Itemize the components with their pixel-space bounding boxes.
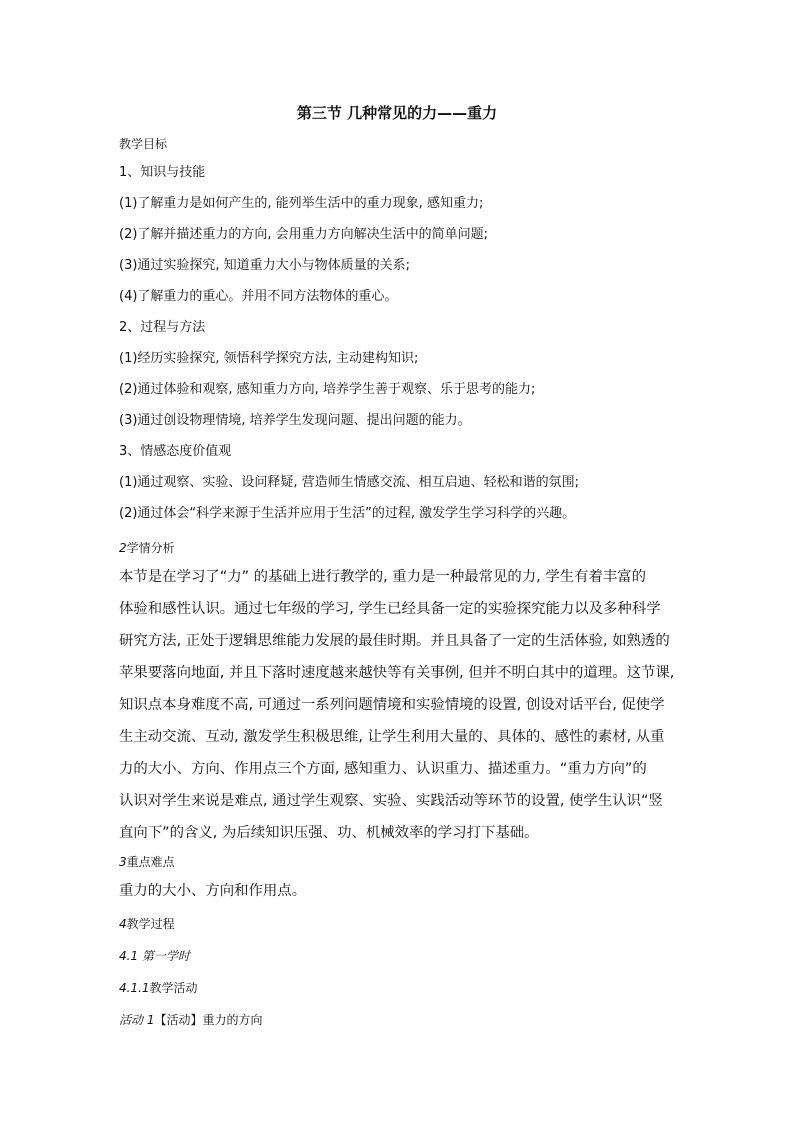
subsection-heading: 1、知识与技能 xyxy=(119,165,206,180)
paragraph-line: 知识点本身难度不高, 可通过一系列问题情境和实验情境的设置, 创设对话平台, 促使学 xyxy=(119,697,665,713)
paragraph-line: 重力的大小、方向和作用点。 xyxy=(119,883,307,899)
objective-item: (1)经历实验探究, 领悟科学探究方法, 主动建构知识; xyxy=(119,351,419,366)
section-label: 第一学时 xyxy=(141,949,190,963)
section-heading xyxy=(119,915,175,933)
objective-item: (2)了解并描述重力的方向, 会用重力方向解决生活中的简单问题; xyxy=(119,227,489,242)
activity-label: 【活动】重力的方向 xyxy=(154,1013,263,1027)
section-heading xyxy=(119,853,175,871)
section-number: 4.1 xyxy=(119,949,139,963)
section-heading: 教学目标 xyxy=(119,137,168,151)
activity-heading xyxy=(119,1011,262,1029)
section-label: 重点难点 xyxy=(126,855,175,869)
subsection-heading xyxy=(119,947,190,965)
paragraph-line: 力的大小、方向、作用点三个方面, 感知重力、认识重力、描述重力。“重力方向”的 xyxy=(119,761,647,777)
activity-number: 活动 1 xyxy=(119,1013,155,1027)
section-number: 2 xyxy=(119,541,127,555)
paragraph-line: 苹果要落向地面, 并且下落时速度越来越快等有关事例, 但并不明白其中的道理。这节课, xyxy=(119,665,675,681)
paragraph-line: 生主动交流、互动, 激发学生积极思维, 让学生利用大量的、具体的、感性的素材, 从重 xyxy=(119,729,665,745)
paragraph-line: 体验和感性认识。通过七年级的学习, 学生已经具备一定的实验探究能力以及多种科学 xyxy=(119,601,661,617)
subsection-heading xyxy=(119,979,198,997)
subsection-heading: 2、过程与方法 xyxy=(119,320,206,335)
section-label: 教学活动 xyxy=(149,981,198,995)
paragraph-line: 本节是在学习了“力” 的基础上进行教学的, 重力是一种最常见的力, 学生有着丰富的 xyxy=(119,569,647,585)
objective-item: (3)通过实验探究, 知道重力大小与物体质量的关系; xyxy=(119,258,411,273)
section-label: 学情分析 xyxy=(126,541,175,555)
section-number: 3 xyxy=(119,855,127,869)
page-title: 第三节 几种常见的力——重力 xyxy=(296,104,498,122)
objective-item: (1)通过观察、实验、设问释疑, 营造师生情感交流、相互启迪、轻松和谐的氛围; xyxy=(119,475,580,490)
objective-item: (2)通过体验和观察, 感知重力方向, 培养学生善于观察、乐于思考的能力; xyxy=(119,382,536,397)
objective-item: (2)通过体会“科学来源于生活并应用于生活”的过程, 激发学生学习科学的兴趣。 xyxy=(119,506,576,521)
objective-item: (4)了解重力的重心。并用不同方法物体的重心。 xyxy=(119,289,398,304)
section-number: 4 xyxy=(119,917,127,931)
objective-item: (3)通过创设物理情境, 培养学生发现问题、提出问题的能力。 xyxy=(119,413,471,428)
subsection-heading: 3、情感态度价值观 xyxy=(119,444,232,459)
section-label: 教学过程 xyxy=(126,917,175,931)
section-number: 4.1.1 xyxy=(119,981,150,995)
objective-item: (1)了解重力是如何产生的, 能列举生活中的重力现象, 感知重力; xyxy=(119,196,484,211)
paragraph-line: 直向下”的含义, 为后续知识压强、功、机械效率的学习打下基础。 xyxy=(119,825,539,841)
paragraph-line: 研究方法, 正处于逻辑思维能力发展的最佳时期。并且具备了一定的生活体验, 如熟透的 xyxy=(119,633,670,649)
paragraph-line: 认识对学生来说是难点, 通过学生观察、实验、实践活动等环节的设置, 使学生认识“竖 xyxy=(119,793,663,809)
section-heading xyxy=(119,539,175,557)
